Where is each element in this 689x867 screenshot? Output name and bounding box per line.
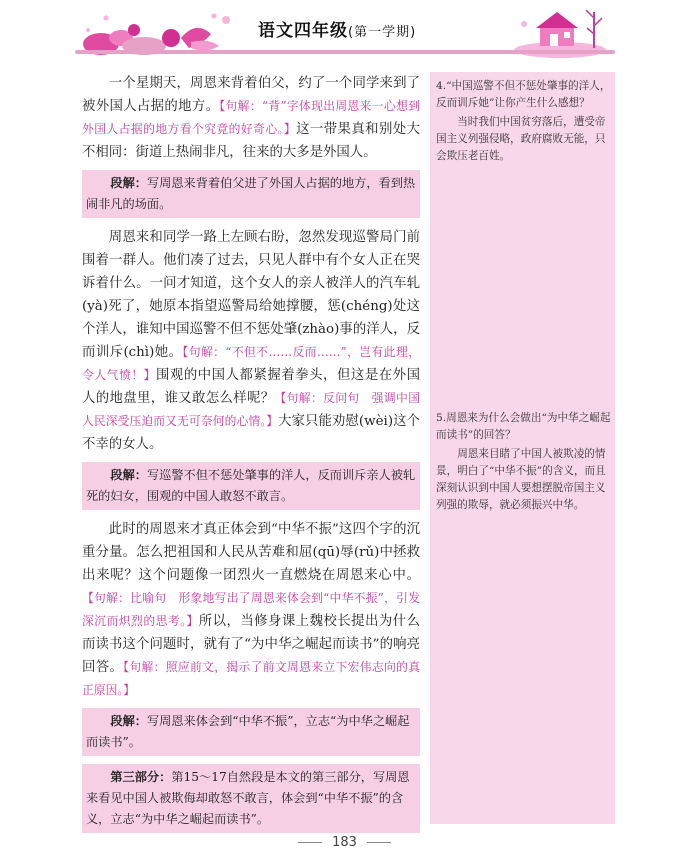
question-4 (436, 78, 611, 165)
paragraph-1: 一个星期天，周恩来背着伯父，约了一个同学来到了被外国人占据的地方。【句解：“背”字体现出周恩来一心想到外国人占据的地方看个究竟的好奇心。】这一带果真和别处大不相同：街道上热闹非凡，往来的大多是外国人。 (82, 76, 421, 160)
answer-5-text: 周恩来目睹了中国人被欺凌的情景，明白了“中华不振”的含义，而且深刻认识到中国人要想摆脱帝国主义列强的欺辱，就必须振兴中华。 (436, 448, 606, 511)
book-title: 语文四年级(第一学期) (258, 21, 417, 41)
sentence-note: 【句解：“背”字体现出周恩来一心想到外国人占据的地方看个究竟的好奇心。】 (82, 99, 421, 136)
paragraph-2: 周恩来和同学一路上左顾右盼，忽然发现巡警局门前围着一群人。他们凑了过去，只见人群中有个女人正在哭诉着什么。一问才知道，这个女人的亲人被洋人的汽车轧(yà)死了，她原本指望巡警局给她撑腰，惩(chéng)处这个洋人，谁知中国巡警不但不惩处肇(zhào)事的洋人，反而训斥(chì)她。【句解：“不但不……反而……”，岂有此理，令人气愤！】围观的中国人都紧握着拳头，但这是在外国人的地盘里，谁又敢怎么样呢？【句解：反问句 强调中国人民深受压迫而又无可奈何的心情。】大家只能劝慰(wèi)这个不幸的女人。 (82, 230, 420, 452)
sentence-note: 【句解：照应前文，揭示了前文周恩来立下宏伟志向的真正原因。】 (82, 660, 420, 697)
paragraph-3: 此时的周恩来才真正体会到“中华不振”这四个字的沉重分量。怎么把祖国和人民从苦难和屈(qū)辱(rǔ)中拯救出来呢？这个问题像一团烈火一直燃烧在周恩来心中。【句解：比喻句 形象地写出了周恩来体会到“中华不振”，引发深沉而炽烈的思考。】所以，当修身课上魏校长提出为什么而读书这个问题时，就有了“为中华之崛起而读书”的响亮回答。【句解：照应前文，揭示了前文周恩来立下宏伟志向的真正原因。】 (82, 522, 421, 697)
paragraph-summary-box: 段解：写周恩来背着伯父进了外国人占据的地方，看到热闹非凡的场面。 (82, 170, 420, 218)
sentence-note: 【句解：比喻句 形象地写出了周恩来体会到“中华不振”，引发深沉而炽烈的思考。】 (82, 591, 420, 628)
paragraph-summary-box: 段解：写周恩来体会到“中华不振”，立志“为中华之崛起而读书”。 (82, 708, 420, 756)
question-5 (436, 410, 611, 514)
sentence-note: 【句解：反问句 强调中国人民深受压迫而又无可奈何的心情。】 (82, 391, 420, 428)
page-header (0, 0, 689, 72)
part-summary-box: 第三部分：第15～17自然段是本文的第三部分，写周恩来看见中国人被欺侮却敢怒不敢言，体会到“中华不振”的含义，立志“为中华之崛起而读书”。 (82, 764, 420, 833)
left-decoration-icon (76, 8, 246, 56)
sentence-note: 【句解：“不但不……反而……”，岂有此理，令人气愤！】 (82, 345, 420, 382)
main-text-column (82, 72, 420, 841)
page-number: 183 (0, 835, 689, 850)
header-band (75, 50, 615, 54)
question-5-text: 5.周恩来为什么会做出“为中华之崛起而读书”的回答？ (436, 412, 611, 441)
answer-4-text: 当时我们中国贫穷落后，遭受帝国主义列强侵略，政府腐败无能，只会欺压老百姓。 (436, 116, 606, 162)
sidebar-questions (430, 72, 615, 824)
paragraph-summary-box: 段解：写巡警不但不惩处肇事的洋人，反而训斥亲人被轧死的妇女，围观的中国人敢怒不敢言。 (82, 462, 420, 510)
question-4-text: 4.“中国巡警不但不惩处肇事的洋人，反而训斥她”让你产生什么感想？ (436, 80, 611, 109)
